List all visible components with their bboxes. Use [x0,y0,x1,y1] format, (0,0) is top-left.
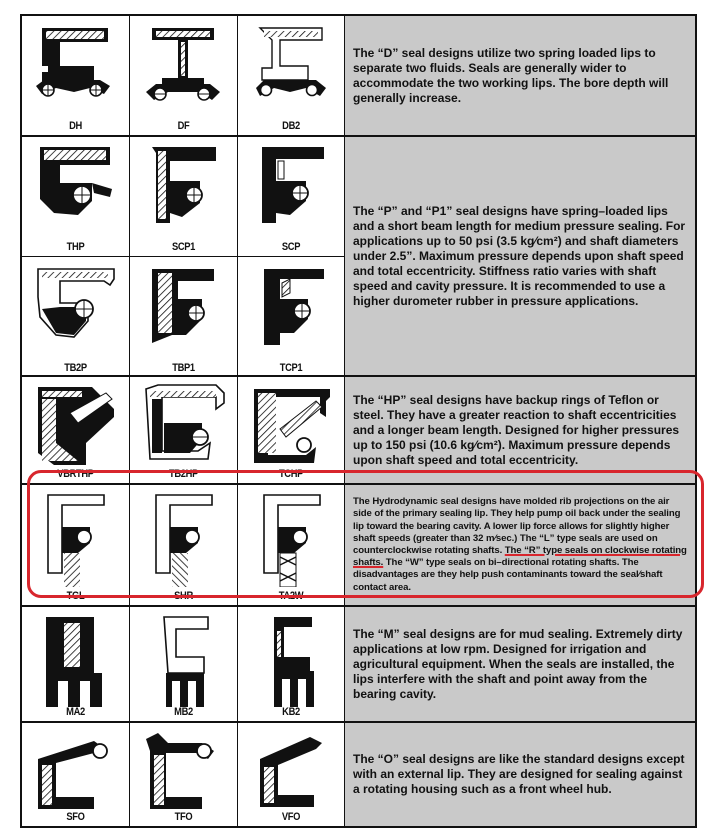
seal-label: MB2 [174,706,193,718]
seal-cell [130,485,238,605]
seal-cell [238,377,345,483]
seal-cell [130,377,238,483]
seal-cell [238,723,345,826]
seal-cell [238,137,345,256]
table-row [22,723,695,826]
seal-tfo-drawing [142,729,226,811]
seal-label: TFO [174,811,193,823]
seal-vbrthp-drawing [34,383,118,469]
seal-label: SCP [281,241,301,253]
seal-cell [238,485,345,605]
seal-label: TB2HP [169,468,198,480]
seal-label: TCHP [278,468,304,480]
seal-label: VFO [281,811,301,823]
seal-label: DF [177,120,190,132]
seal-label: SFO [66,811,85,823]
seal-label: VBRTHP [57,468,94,480]
design-description [345,485,695,605]
seal-tchp-drawing [250,383,334,469]
seal-cell [238,16,345,135]
design-description: The “HP” seal designs have backup rings of Teflon or steel. They have a greater reaction to shaft eccentricities and a longer beam length. Designed for higher pressures up to 150 psi (10.6 kg⁄cm²). Maximum pressure depends upon shaft speed and total eccentricity. [345,377,695,483]
seal-kb2-drawing [250,613,334,707]
table-row [22,377,695,485]
seal-cell [22,137,130,256]
seal-label: KB2 [282,706,300,718]
seal-cell [22,377,130,483]
seal-tb2hp-drawing [142,383,226,469]
seal-label: TGL [66,590,85,602]
table-row [22,485,695,607]
seal-ta2w-drawing [250,491,334,587]
description-text: The “W” type seals on bi–directional rotating shafts. The disadvantages are they help push contaminants toward the seal⁄shaft contact area. [353,557,663,593]
seal-label: DB2 [282,120,300,132]
seal-vfo-drawing [250,729,334,811]
seal-db2-drawing [250,22,334,112]
description-text: The Hydrodynamic seal designs have molded rib projections on the air side of the primary sealing lip. They help pump oil back under the sealing lip toward the bearing cavity. A lower lip force allows for slightly higher shaft speeds (greater than 32 m⁄sec.) The “L” type seals are used on counterclockwise rotating shafts. [353,496,681,556]
design-description: The “D” seal designs utilize two spring loaded lips to separate two fluids. Seals are generally wider to accommodate the two working lips. The bore depth will generally increase. [345,16,695,135]
seal-label: TBP1 [172,362,195,374]
seal-cell [130,257,238,377]
design-description: The “O” seal designs are like the standard designs except with an external lip. They are designed for sealing against a rotating housing such as a front wheel hub. [345,723,695,826]
seal-cell [22,257,130,377]
seal-label: TA2W [278,590,304,602]
seal-cell [130,137,238,256]
seal-ma2-drawing [34,613,118,707]
table-row [22,607,695,723]
seal-label: SCP1 [171,241,196,253]
seal-shr-drawing [142,491,226,587]
seal-label: TCP1 [279,362,303,374]
seal-tgl-drawing [34,491,118,587]
seal-cell [22,16,130,135]
seal-cell [130,607,238,721]
table-row [22,16,695,137]
seal-scp-drawing [250,143,334,239]
seal-subrow [22,257,345,377]
table-row [22,137,695,377]
seal-cell [238,607,345,721]
seal-df-drawing [142,22,226,112]
seal-cell [22,723,130,826]
seal-cell [238,257,345,377]
seal-tcp1-drawing [250,263,334,359]
seal-cell [130,16,238,135]
seal-subrow [22,137,345,257]
seal-thp-drawing [34,143,118,239]
underlined-text: The “R” type seals on clockwise rotating shafts. [353,545,687,569]
seal-tb2p-drawing [34,263,118,359]
seal-label: TB2P [64,362,87,374]
seal-mb2-drawing [142,613,226,707]
seal-cell [130,723,238,826]
design-description: The “P” and “P1” seal designs have spring–loaded lips and a short beam length for medium pressure sealing. For applications up to 50 psi (3.5 kg⁄cm²) and shaft diameters under 2.5”. Maximum pressure depends upon shaft speed and total eccentricity. Stiffness ratio varies with shaft speed and cavity pressure. It is recommended to use a higher durometer rubber in pressure applications. [345,137,695,375]
seal-cell [22,485,130,605]
seal-tbp1-drawing [142,263,226,359]
seal-sfo-drawing [34,729,118,811]
seal-label: SHR [174,590,193,602]
seal-cell [22,607,130,721]
seal-dh-drawing [34,22,118,112]
seal-label: THP [66,241,85,253]
seal-label: DH [69,120,82,132]
seal-scp1-drawing [142,143,226,239]
seal-design-table [20,14,697,828]
design-description: The “M” seal designs are for mud sealing. Extremely dirty applications at low rpm. Designed for irrigation and agricultural equipment. When the seals are installed, the lips interfere with the shaft and point away from the bearing cavity. [345,607,695,721]
seal-label: MA2 [66,706,85,718]
